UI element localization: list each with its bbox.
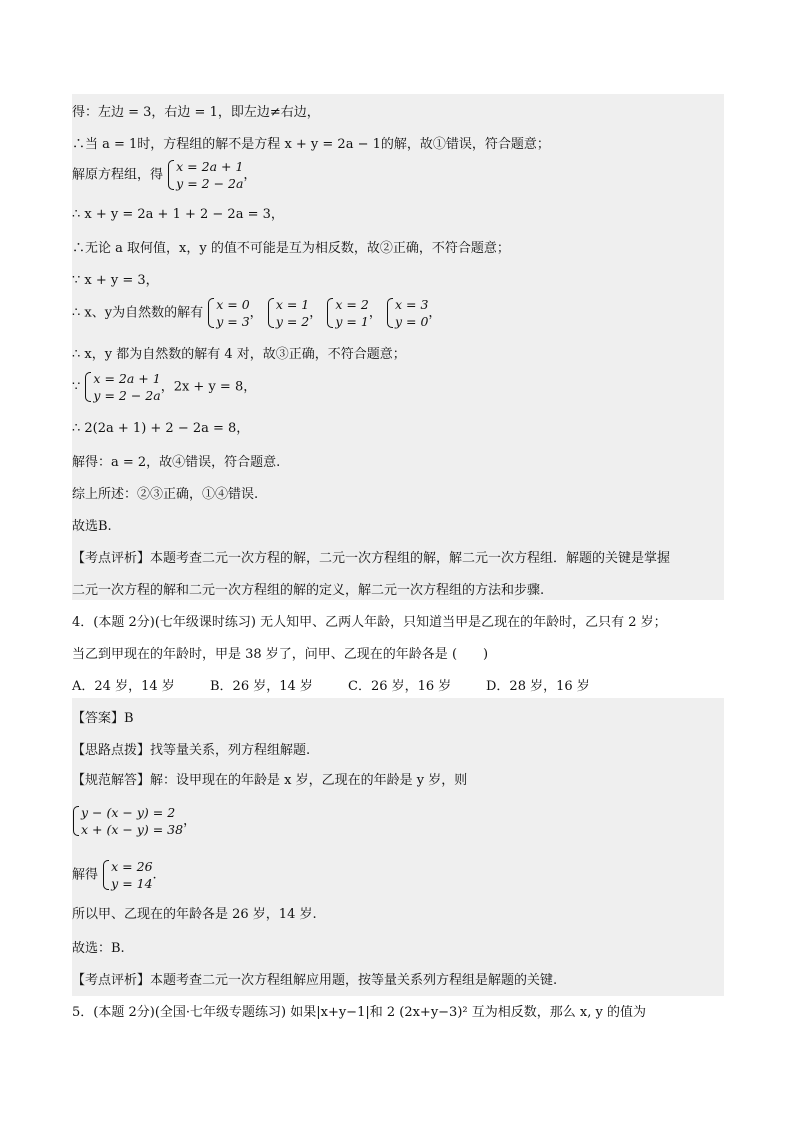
equation-row: y = 2 − 2a bbox=[93, 388, 161, 403]
equation-row: x = 3 bbox=[394, 297, 429, 312]
option-b: B．26 岁，14 岁 bbox=[210, 679, 313, 694]
equation-system bbox=[326, 296, 368, 330]
equation-system bbox=[102, 858, 152, 892]
equation-line-2 bbox=[72, 858, 157, 892]
conclusion-line: 所以甲、乙现在的年龄各是 26 岁，14 岁. bbox=[72, 907, 317, 922]
solution-line-12: 综上所述：②③正确，①④错误. bbox=[72, 487, 259, 502]
equation-row: y = 2 − 2a bbox=[176, 176, 244, 191]
equation-system bbox=[72, 804, 183, 838]
text-prefix: ∴ x、y为自然数的解有 bbox=[72, 305, 204, 321]
equation-system bbox=[267, 296, 309, 330]
solution-line-11: 解得：a = 2，故④错误，符合题意. bbox=[72, 455, 281, 470]
text-suffix: . bbox=[152, 867, 157, 883]
text-suffix: ， bbox=[183, 813, 197, 829]
solution-line-2: ∴当 a = 1时，方程组的解不是方程 x + y = 2a − 1的解，故①错误，符合题意； bbox=[72, 137, 550, 152]
equation-row: y − (x − y) = 2 bbox=[81, 805, 176, 820]
equation-row: x = 2a + 1 bbox=[93, 371, 161, 386]
equation-system bbox=[386, 296, 428, 330]
solution-line-13: 故选B. bbox=[72, 519, 112, 534]
text-prefix: 解原方程组，得 bbox=[72, 167, 164, 183]
solution-line-8: ∴ x，y 都为自然数的解有 4 对，故③正确，不符合题意； bbox=[72, 347, 406, 362]
equation-row: x = 1 bbox=[275, 297, 310, 312]
text-prefix: ∵ bbox=[72, 379, 81, 395]
question-4-stem-1: 4．(本题 2分)(七年级课时练习) 无人知甲、乙两人年龄，只知道当甲是乙现在的年龄时，乙只有 2 岁； bbox=[72, 615, 667, 630]
solution-line-1: 得：左边 = 3，右边 = 1，即左边≠右边， bbox=[72, 105, 320, 120]
review-line-q4: 【考点评析】本题考查二元一次方程组解应用题，按等量关系列方程组是解题的关键. bbox=[72, 973, 558, 988]
text-suffix: ， bbox=[243, 167, 257, 183]
equation-row: x = 2a + 1 bbox=[176, 159, 244, 174]
solution-line-5: ∴无论 a 取何值，x，y 的值不可能是互为相反数，故②正确，不符合题意； bbox=[72, 241, 510, 256]
equation-system bbox=[84, 370, 160, 404]
question-5-stem: 5．(本题 2分)(全国·七年级专题练习) 如果|x+y−1|和 2 (2x+y−3)² 互为相反数，那么 x, y 的值为 bbox=[72, 1005, 646, 1020]
equation-row: y = 0 bbox=[394, 314, 429, 329]
equation-row: x = 0 bbox=[216, 297, 250, 312]
equation-row: x = 26 bbox=[111, 859, 153, 874]
question-4-stem-2: 当乙到甲现在的年龄时，甲是 38 岁了，问甲、乙现在的年龄各是 ( ) bbox=[72, 647, 489, 662]
equation-row: y = 14 bbox=[111, 876, 153, 891]
solution-line-3 bbox=[72, 158, 256, 192]
equation-row: y = 2 bbox=[275, 314, 310, 329]
equation-line-1 bbox=[72, 804, 196, 838]
option-d: D．28 岁，16 岁 bbox=[486, 679, 590, 694]
question-4-options bbox=[72, 678, 590, 696]
review-line-1: 【考点评析】本题考查二元一次方程的解，二元一次方程组的解，解二元一次方程组．解题的关键是掌握 bbox=[72, 551, 671, 566]
solution-line-7: ∴ x、y为自然数的解有 x = 0 y = 3 ， x = 1 y = 2 ， x = 2 y = 1 ， x = 3 y = 0 ， bbox=[72, 297, 442, 329]
equation-row: y = 3 bbox=[216, 314, 250, 329]
text-prefix: 解得 bbox=[72, 867, 99, 883]
solution-intro: 【规范解答】解：设甲现在的年龄是 x 岁，乙现在的年龄是 y 岁，则 bbox=[72, 773, 468, 788]
equation-row: y = 1 bbox=[335, 314, 369, 329]
solution-line-10: ∴ 2(2a + 1) + 2 − 2a = 8， bbox=[72, 421, 250, 436]
solution-line-9 bbox=[72, 370, 256, 404]
choose-line: 故选：B. bbox=[72, 941, 125, 956]
answer-line: 【答案】B bbox=[72, 711, 134, 726]
hint-line: 【思路点拨】找等量关系，列方程组解题. bbox=[72, 743, 311, 758]
option-c: C．26 岁，16 岁 bbox=[348, 679, 452, 694]
option-a: A．24 岁，14 岁 bbox=[72, 679, 175, 694]
text-suffix: ，2x + y = 8， bbox=[160, 379, 257, 395]
solution-line-6: ∵ x + y = 3， bbox=[72, 273, 159, 288]
equation-row: x = 2 bbox=[335, 297, 369, 312]
equation-system bbox=[207, 296, 249, 330]
equation-system bbox=[167, 158, 243, 192]
review-line-2: 二元一次方程的解和二元一次方程组的解的定义，解二元一次方程组的方法和步骤. bbox=[72, 583, 545, 598]
equation-row: x + (x − y) = 38 bbox=[81, 822, 184, 837]
solution-line-4: ∴ x + y = 2a + 1 + 2 − 2a = 3， bbox=[72, 207, 284, 222]
